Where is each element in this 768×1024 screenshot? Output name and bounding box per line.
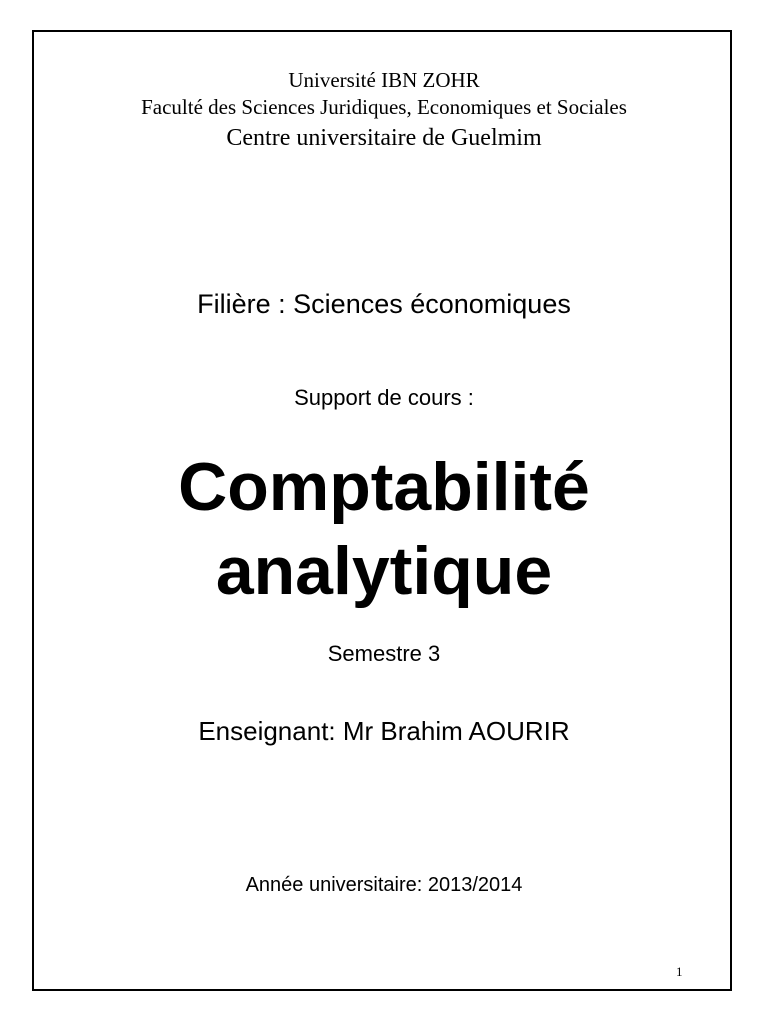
course-title-line2: analytique bbox=[215, 533, 553, 609]
page-number: 1 bbox=[676, 964, 683, 979]
academic-year-label: Année universitaire: 2013/2014 bbox=[245, 874, 523, 896]
teacher-label: Enseignant: Mr Brahim AOURIR bbox=[198, 716, 570, 746]
support-label: Support de cours : bbox=[294, 385, 474, 410]
faculty-name: Faculté des Sciences Juridiques, Economiques et Sociales bbox=[141, 95, 627, 119]
university-name: Université IBN ZOHR bbox=[288, 68, 480, 92]
centre-name: Centre universitaire de Guelmim bbox=[226, 125, 542, 151]
semester-label: Semestre 3 bbox=[327, 641, 441, 666]
filiere-label: Filière : Sciences économiques bbox=[197, 289, 571, 319]
course-title-line1: Comptabilité bbox=[178, 449, 590, 525]
